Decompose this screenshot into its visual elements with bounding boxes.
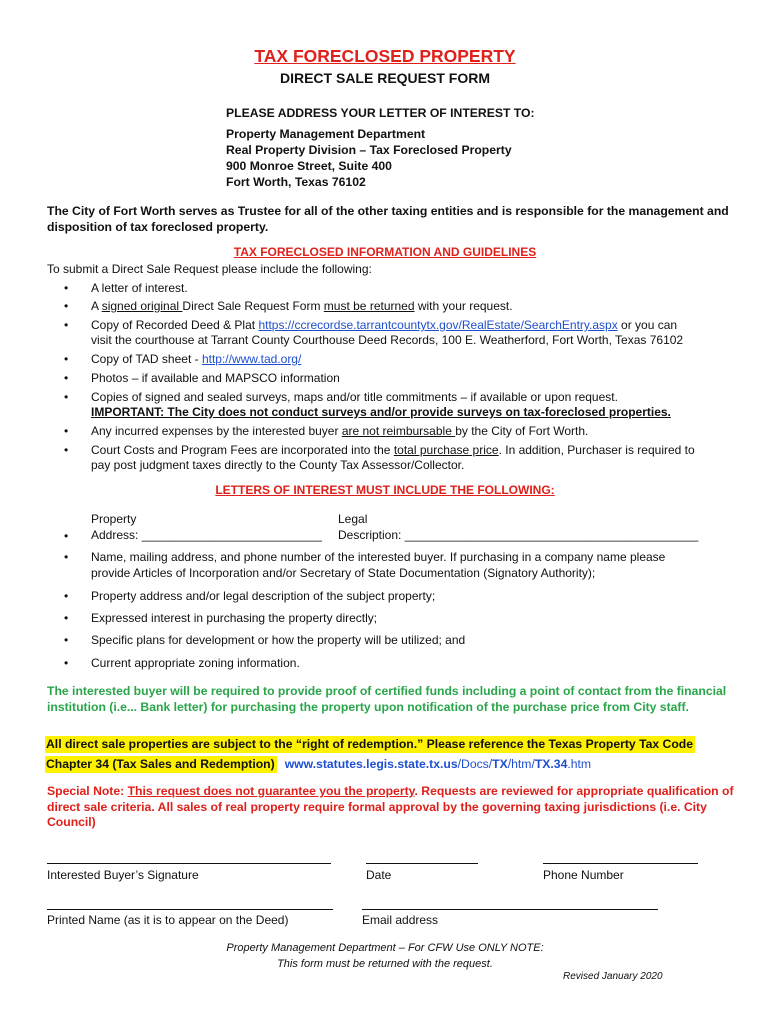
footer-line-1: Property Management Department – For CFW Use ONLY NOTE: <box>226 942 544 954</box>
redemption-line-1: All direct sale properties are subject to the “right of redemption.” Please reference the Texas Property Tax Code <box>46 737 694 751</box>
legal-description-field: Description: ____________________________________________ <box>338 528 699 542</box>
date-label: Date <box>366 868 392 882</box>
letter-item-expressed-interest: Expressed interest in purchasing the property directly; <box>91 611 378 625</box>
tax-code-link[interactable]: www.statutes.legis.state.tx.us/Docs/TX/htm/TX.34.htm <box>284 757 592 771</box>
revised-date: Revised January 2020 <box>563 971 663 982</box>
property-address-field: Address: ___________________________ <box>91 528 322 542</box>
printed-name-label: Printed Name (as it is to appear on the Deed) <box>47 913 289 927</box>
deed-records-link[interactable]: https://ccrecordse.tarrantcountytx.gov/RealEstate/SearchEntry.aspx <box>258 318 618 332</box>
address-line-4: Fort Worth, Texas 76102 <box>226 175 366 189</box>
email-label: Email address <box>362 913 439 927</box>
guidelines-lead: To submit a Direct Sale Request please include the following: <box>47 262 372 276</box>
guidelines-heading: TAX FORECLOSED INFORMATION AND GUIDELINES <box>233 245 537 259</box>
bullet: • <box>64 352 69 366</box>
letter-item-buyer-info-line2: provide Articles of Incorporation and/or Secretary of State Documentation (Signatory Authority); <box>91 566 596 580</box>
letter-item-buyer-info: Name, mailing address, and phone number of the interested buyer. If purchasing in a company name please <box>91 550 666 564</box>
address-line-1: Property Management Department <box>226 127 426 141</box>
guideline-signed-form: A signed original Direct Sale Request Form must be returned with your request. <box>91 299 513 313</box>
bullet: • <box>64 281 69 295</box>
bullet: • <box>64 299 69 313</box>
letter-item-zoning: Current appropriate zoning information. <box>91 656 300 670</box>
bullet: • <box>64 633 69 647</box>
bullet: • <box>64 443 69 457</box>
bullet: • <box>64 611 69 625</box>
bullet: • <box>64 550 69 564</box>
buyer-signature-line[interactable] <box>47 863 331 864</box>
letter-item-development-plans: Specific plans for development or how the property will be utilized; and <box>91 633 466 647</box>
address-heading: PLEASE ADDRESS YOUR LETTER OF INTEREST TO: <box>226 106 535 120</box>
guideline-letter-of-interest: A letter of interest. <box>91 281 188 295</box>
page-subtitle: DIRECT SALE REQUEST FORM <box>279 70 490 86</box>
bullet: • <box>64 424 69 438</box>
intro-paragraph: The City of Fort Worth serves as Trustee for all of the other taxing entities and is responsible for the management and disposition of tax foreclosed property. <box>47 204 729 234</box>
letter-item-property-address: Property address and/or legal description of the subject property; <box>91 589 436 603</box>
guideline-photos: Photos – if available and MAPSCO information <box>91 371 340 385</box>
guideline-recorded-deed-line2: visit the courthouse at Tarrant County Courthouse Deed Records, 100 E. Weatherford, Fort Worth, Texas 76102 <box>91 333 684 347</box>
guideline-court-costs: Court Costs and Program Fees are incorporated into the total purchase price. In addition, Purchaser is required to <box>91 443 695 457</box>
special-note: Special Note: This request does not guarantee you the property. Requests are reviewed for appropriate qualification of direct sale criteria. All sales of real property require formal approval by the governing taxing jurisdictions (i.e. City Council) <box>47 784 734 829</box>
legal-label: Legal <box>338 512 368 526</box>
letters-heading: LETTERS OF INTEREST MUST INCLUDE THE FOLLOWING: <box>215 483 555 497</box>
printed-name-line[interactable] <box>47 909 333 910</box>
bullet: • <box>64 318 69 332</box>
certified-funds-note: The interested buyer will be required to provide proof of certified funds including a point of contact from the financial institution (i.e... Bank letter) for purchasing the property upon notification of the purchase price from City staff. <box>47 684 727 714</box>
guideline-court-costs-line2: pay post judgment taxes directly to the County Tax Assessor/Collector. <box>91 458 465 472</box>
bullet: • <box>64 371 69 385</box>
phone-line[interactable] <box>543 863 698 864</box>
footer-line-2: This form must be returned with the request. <box>277 958 493 970</box>
tad-link[interactable]: http://www.tad.org/ <box>201 352 302 366</box>
property-label: Property <box>91 512 137 526</box>
bullet: • <box>64 656 69 670</box>
guideline-surveys: Copies of signed and sealed surveys, maps and/or title commitments – if available or upon request. <box>91 390 618 404</box>
guideline-tad-sheet: Copy of TAD sheet - http://www.tad.org/ <box>91 352 302 366</box>
bullet: • <box>64 529 69 543</box>
buyer-signature-label: Interested Buyer’s Signature <box>47 868 199 882</box>
redemption-line-2: Chapter 34 (Tax Sales and Redemption) www.statutes.legis.state.tx.us/Docs/TX/htm/TX.34.htm <box>46 757 592 771</box>
date-line[interactable] <box>366 863 478 864</box>
page-title: TAX FORECLOSED PROPERTY <box>254 46 516 66</box>
surveys-important-note: IMPORTANT: The City does not conduct surveys and/or provide surveys on tax-foreclosed properties. <box>91 405 671 419</box>
email-line[interactable] <box>362 909 658 910</box>
bullet: • <box>64 589 69 603</box>
bullet: • <box>64 390 69 404</box>
address-line-2: Real Property Division – Tax Foreclosed Property <box>226 143 512 157</box>
guideline-expenses: Any incurred expenses by the interested buyer are not reimbursable by the City of Fort Worth. <box>91 424 589 438</box>
guideline-recorded-deed: Copy of Recorded Deed & Plat https://ccrecordse.tarrantcountytx.gov/RealEstate/SearchEntry.aspx or you can <box>91 318 678 332</box>
address-line-3: 900 Monroe Street, Suite 400 <box>226 159 392 173</box>
phone-label: Phone Number <box>543 868 624 882</box>
